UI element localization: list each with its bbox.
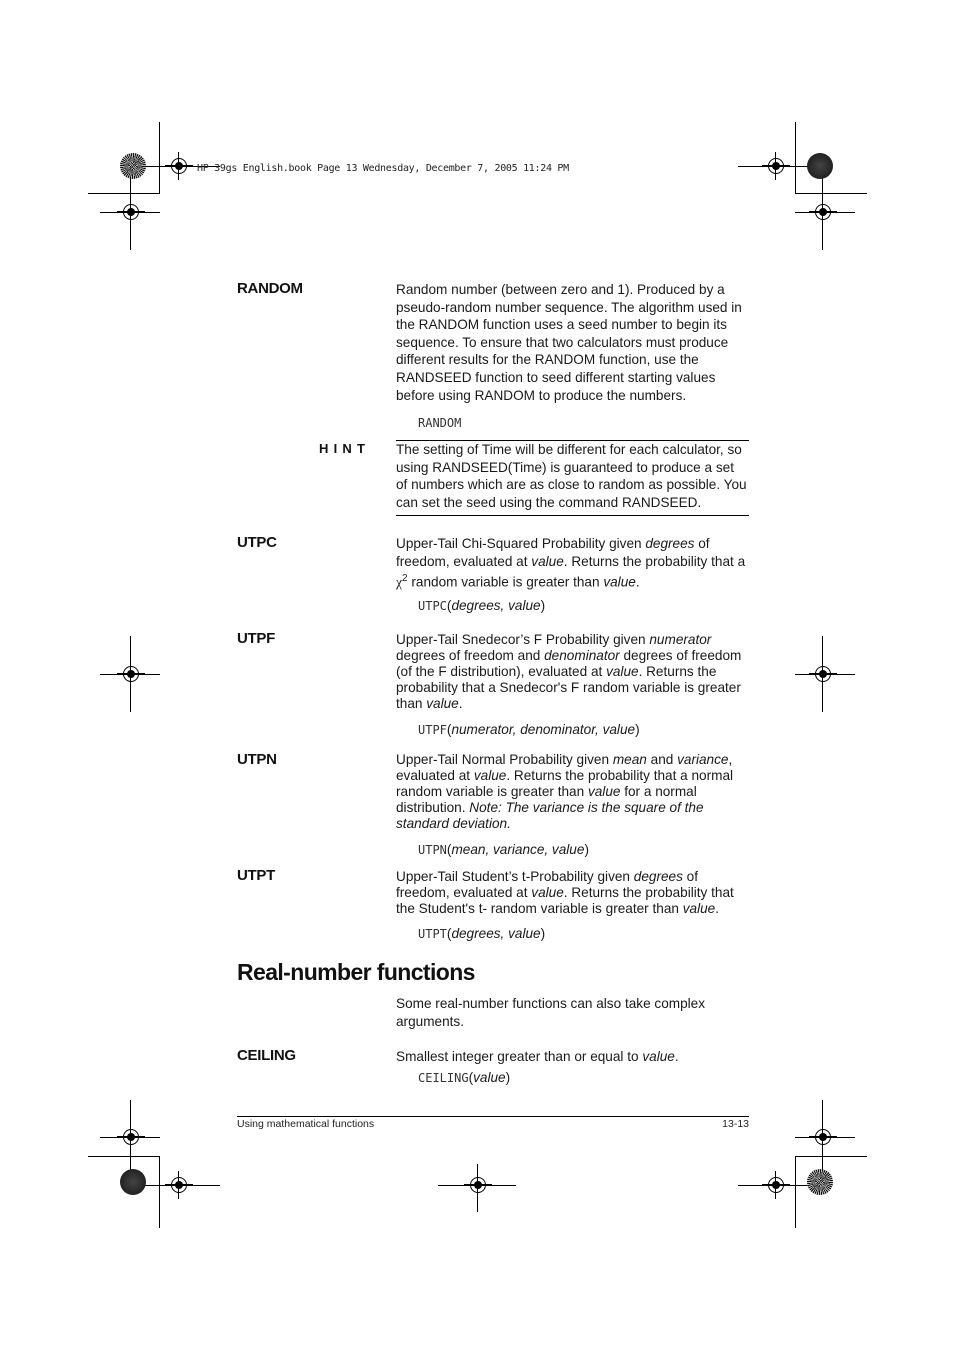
crosshair-icon: [815, 666, 831, 682]
crosshair-icon: [470, 1177, 486, 1193]
utpt-description: Upper-Tail Student’s t-Probability given degrees of freedom, evaluated at value. Returns the probability that the Student's t- random variable is greater than value.: [396, 869, 734, 917]
utpc-syntax: UTPC(degrees, value): [418, 598, 546, 613]
registration-ball-icon: [807, 153, 833, 179]
ceiling-description: Smallest integer greater than or equal to value.: [396, 1049, 679, 1064]
starburst-mark-icon: [807, 1169, 833, 1195]
crosshair-icon: [171, 158, 187, 174]
utpf-description: Upper-Tail Snedecor’s F Probability given numerator degrees of freedom and denominator degrees of freedom (of the F distribution), evaluated at value. Returns the probability that a Snedecor's F random variable is greater than value.: [396, 632, 742, 712]
utpf-syntax: UTPF(numerator, denominator, value): [418, 722, 640, 737]
crosshair-icon: [171, 1177, 187, 1193]
utpt-syntax: UTPT(degrees, value): [418, 926, 546, 941]
term-utpc: UTPC: [237, 534, 277, 551]
crosshair-icon: [123, 666, 139, 682]
utpn-syntax: UTPN(mean, variance, value): [418, 842, 589, 857]
hint-box: [396, 440, 749, 516]
footer-page-number: 13-13: [722, 1118, 749, 1130]
chi-symbol: χ: [396, 574, 403, 590]
term-ceiling: CEILING: [237, 1047, 296, 1064]
footer-rule: [237, 1116, 749, 1117]
starburst-mark-icon: [120, 153, 146, 179]
crosshair-icon: [123, 1129, 139, 1145]
crosshair-icon: [815, 1129, 831, 1145]
term-utpt: UTPT: [237, 867, 275, 884]
print-header: HP 39gs English.book Page 13 Wednesday, December 7, 2005 11:24 PM: [197, 163, 569, 174]
registration-ball-icon: [120, 1169, 146, 1195]
term-utpf: UTPF: [237, 630, 275, 647]
random-syntax: [418, 415, 461, 430]
crosshair-icon: [815, 204, 831, 220]
crosshair-icon: [768, 158, 784, 174]
footer-chapter-title: Using mathematical functions: [237, 1118, 375, 1130]
section-intro: Some real-number functions can also take complex arguments.: [396, 996, 706, 1029]
random-syntax-command: RANDOM: [418, 416, 462, 430]
crosshair-icon: [123, 204, 139, 220]
hint-label: HINT: [319, 441, 371, 456]
utpn-description: Upper-Tail Normal Probability given mean and variance, evaluated at value. Returns the probability that a normal random variable is greater than value for a normal distribution. Note: The variance is the square of the standard deviation.: [396, 752, 734, 832]
hint-text: The setting of Time will be different for each calculator, so using RANDSEED(Time) is guaranteed to produce a set of numbers which are as close to random as possible. You can set the seed using the command RANDSEED.: [396, 442, 747, 510]
utpc-description: Upper-Tail Chi-Squared Probability given degrees of freedom, evaluated at value. Returns the probability that a $\chi^2$ random variable is greater than value.: [396, 536, 746, 590]
term-utpn: UTPN: [237, 751, 277, 768]
ceiling-syntax: CEILING(value): [418, 1070, 511, 1085]
random-description: Random number (between zero and 1). Produced by a pseudo-random number sequence. The algorithm used in the RANDOM function uses a seed number to begin its sequence. To ensure that two calculators must produce different results for the RANDOM function, use the RANDSEED function to seed different starting values before using RANDOM to produce the numbers.: [396, 282, 742, 403]
crosshair-icon: [768, 1177, 784, 1193]
term-random: RANDOM: [237, 280, 303, 297]
section-title: Real-number functions: [237, 959, 475, 985]
